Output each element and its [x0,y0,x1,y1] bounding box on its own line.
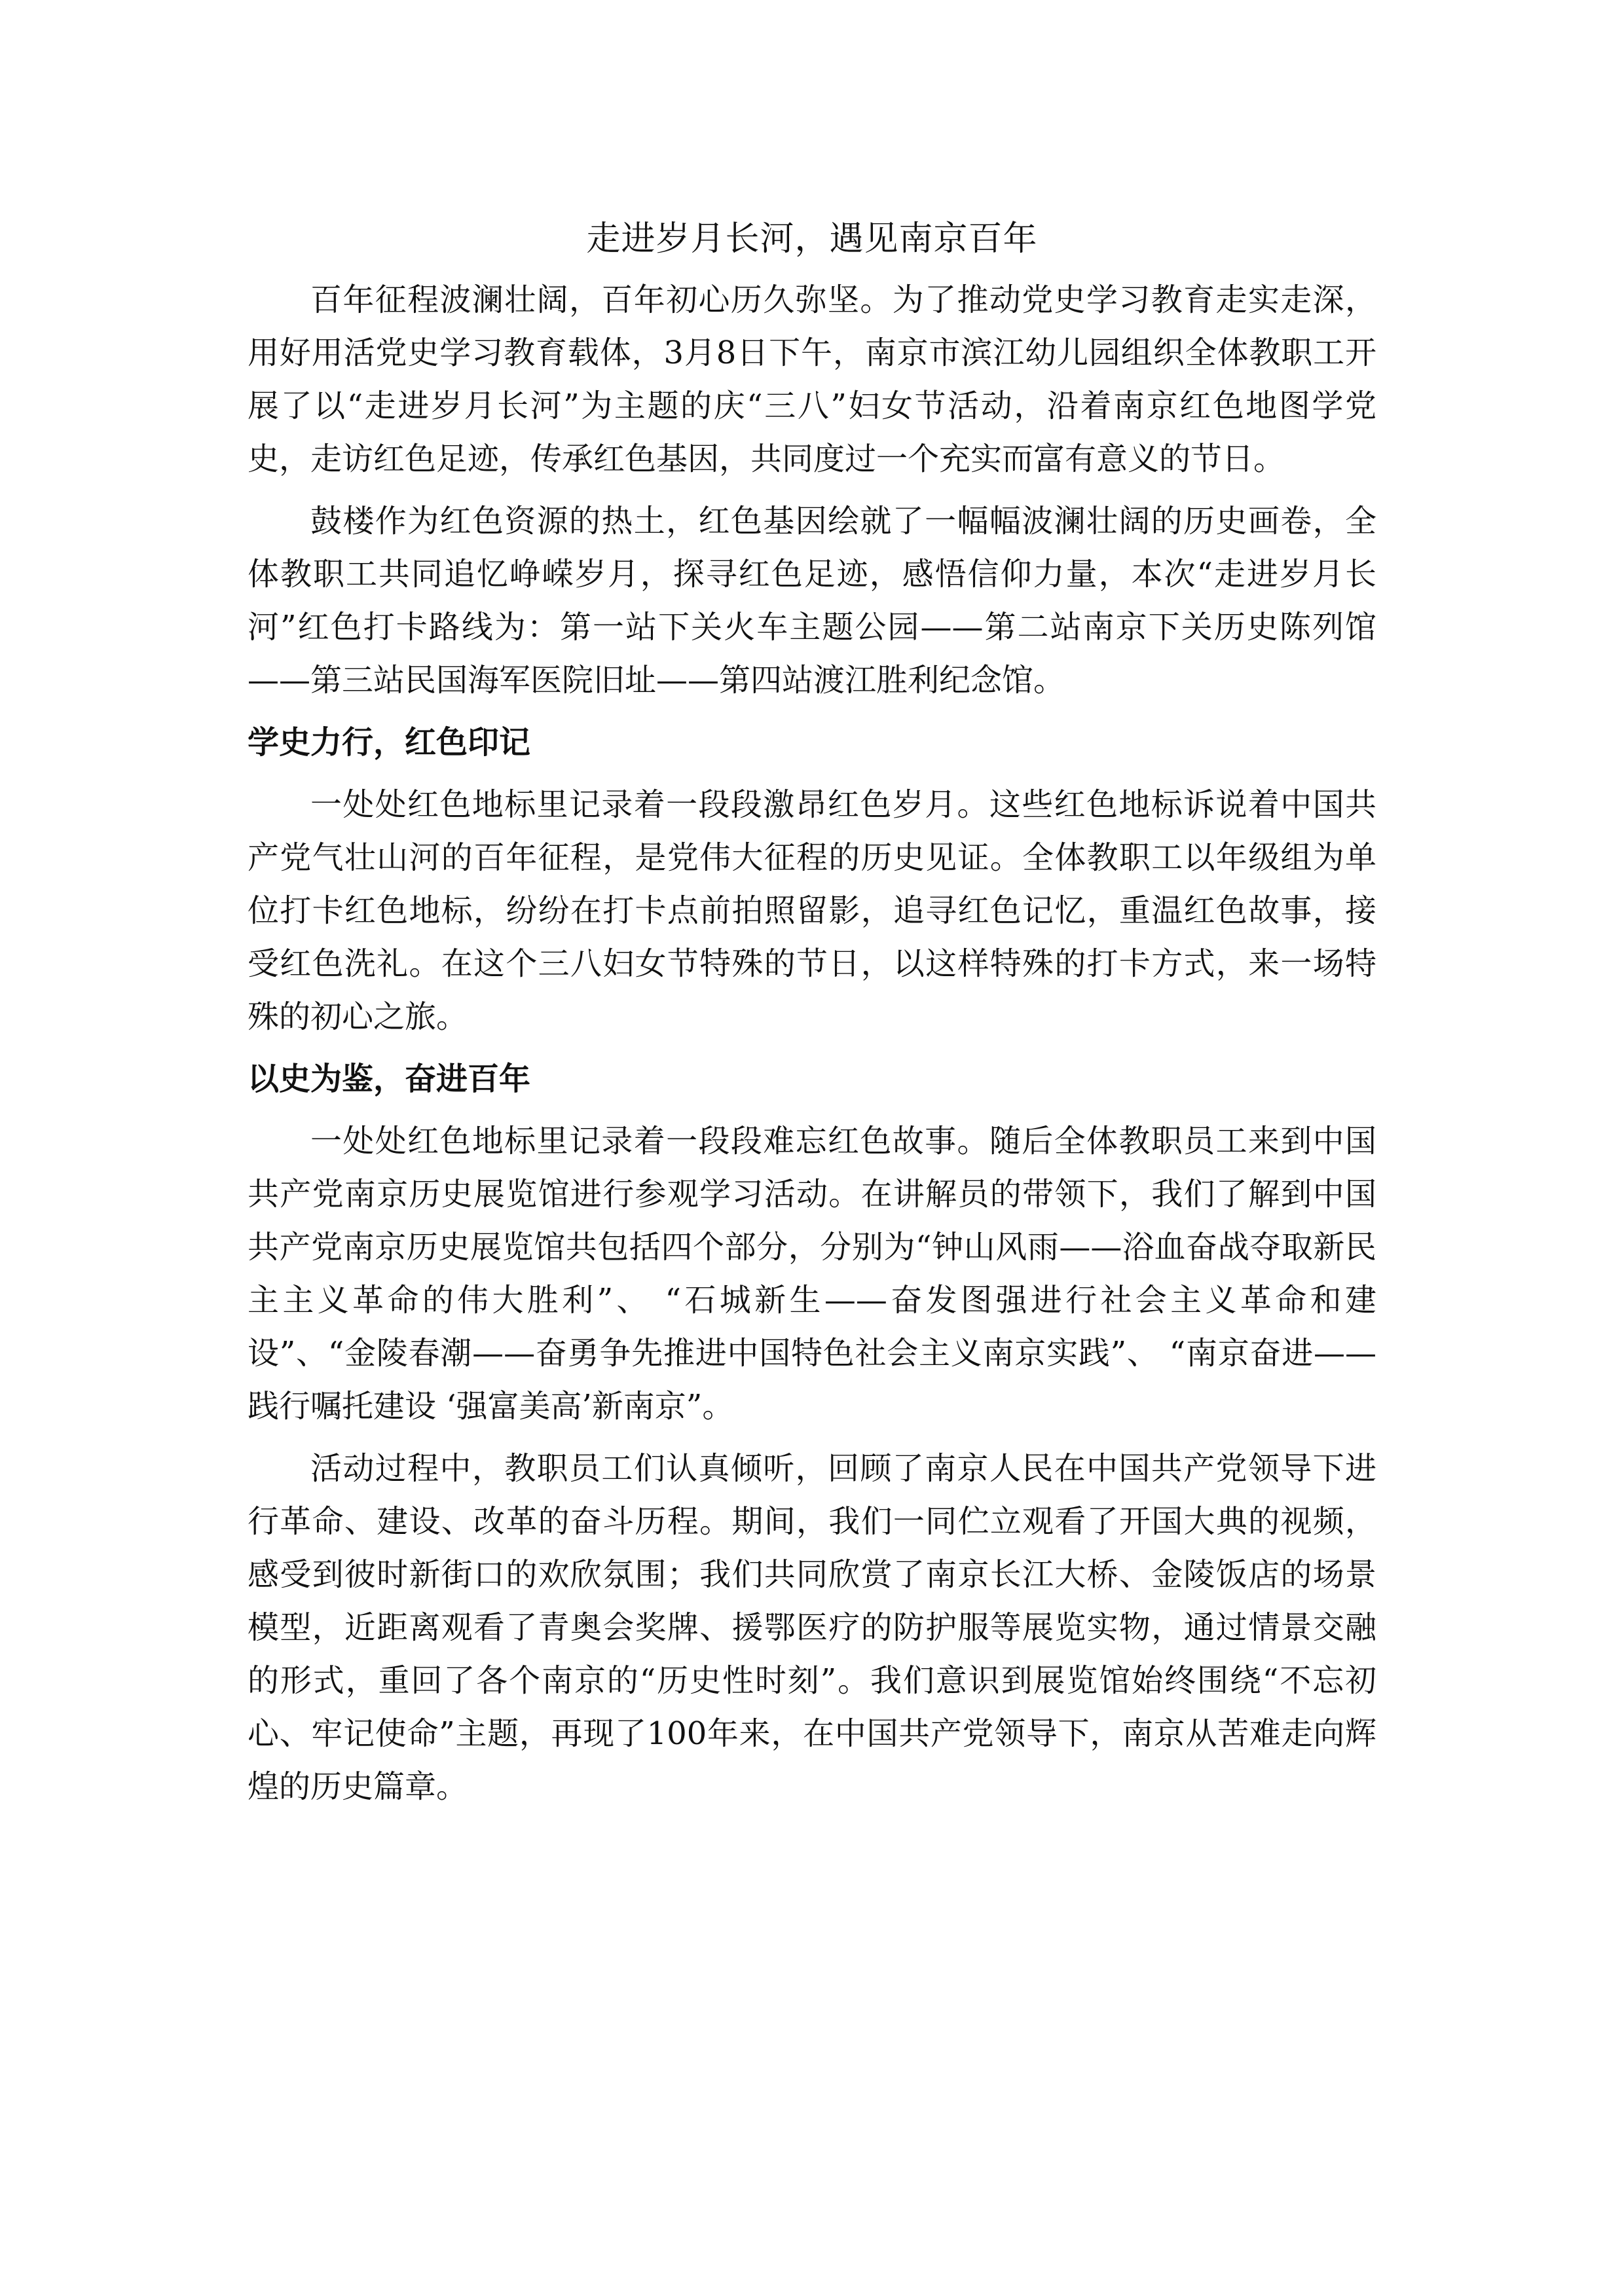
document-title: 走进岁月长河，遇见南京百年 [586,219,1038,259]
intro-paragraph-1: 百年征程波澜壮阔，百年初心历久弥坚。为了推动党史学习教育走实走深，用好用活党史学习教育载体，3月8日下午，南京市滨江幼儿园组织全体教职工开展了以“走进岁月长河”为主题的庆“三八”妇女节活动，沿着南京红色地图学党史，走访红色足迹，传承红色基因，共同度过一个充实而富有意义的节日。 [248,282,1376,477]
section1-paragraph-1: 一处处红色地标里记录着一段段激昂红色岁月。这些红色地标诉说着中国共产党气壮山河的百年征程，是党伟大征程的历史见证。全体教职工以年级组为单位打卡红色地标，纷纷在打卡点前拍照留影，追寻红色记忆，重温红色故事，接受红色洗礼。在这个三八妇女节特殊的节日，以这样特殊的打卡方式，来一场特殊的初心之旅。 [248,786,1376,1035]
section2-paragraph-1: 一处处红色地标里记录着一段段难忘红色故事。随后全体教职员工来到中国共产党南京历史展览馆进行参观学习活动。在讲解员的带领下，我们了解到中国共产党南京历史展览馆共包括四个部分，分别为“钟山风雨——浴血奋战夺取新民主主义革命的伟大胜利”、 “石城新生——奋发图强进行社会主义革命和建设”、“金陵春潮——奋勇争先推进中国特色社会主义南京实践”、 “南京奋进——践行嘱托建设 ‘强富美高’新南京”。 [248,1123,1376,1425]
section2-paragraph-2: 活动过程中，教职员工们认真倾听，回顾了南京人民在中国共产党领导下进行革命、建设、改革的奋斗历程。期间，我们一同伫立观看了开国大典的视频，感受到彼时新街口的欢欣氛围；我们共同欣赏了南京长江大桥、金陵饭店的场景模型，近距离观看了青奥会奖牌、援鄂医疗的防护服等展览实物，通过情景交融的形式，重回了各个南京的“历史性时刻”。我们意识到展览馆始终围绕“不忘初心、牢记使命”主题，再现了100年来，在中国共产党领导下，南京从苦难走向辉煌的历史篇章。 [248,1450,1376,1805]
section-heading-1: 学史力行，红色印记 [248,724,531,761]
document-page [248,211,1376,1823]
section-heading-2: 以史为鉴，奋进百年 [248,1061,531,1097]
intro-paragraph-2: 鼓楼作为红色资源的热土，红色基因绘就了一幅幅波澜壮阔的历史画卷，全体教职工共同追忆峥嵘岁月，探寻红色足迹，感悟信仰力量，本次“走进岁月长河”红色打卡路线为：第一站下关火车主题公园——第二站南京下关历史陈列馆——第三站民国海军医院旧址——第四站渡江胜利纪念馆。 [248,503,1376,699]
